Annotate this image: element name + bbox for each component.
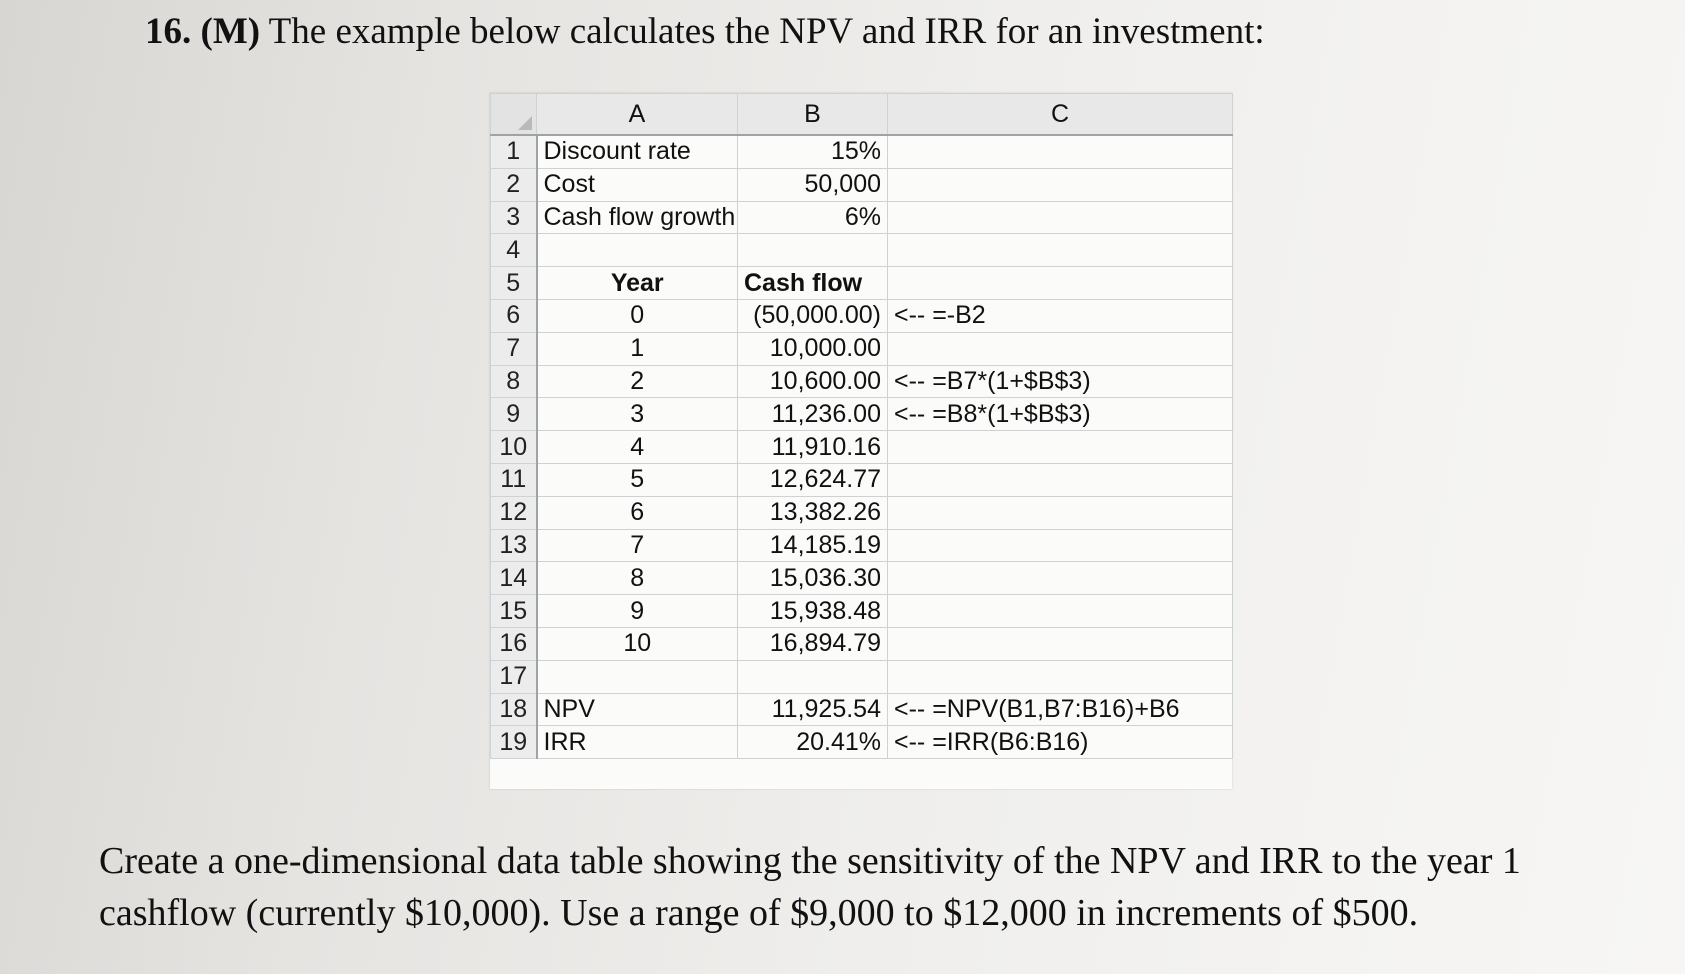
sheet-row (491, 299, 1233, 332)
question-text: The example below calculates the NPV and IRR for an investment: (268, 11, 1265, 52)
cell-a[interactable]: 3 (537, 398, 738, 431)
sheet-row (491, 463, 1233, 496)
cell-c-formula-note[interactable]: <-- =-B2 (888, 299, 1233, 332)
cell-a[interactable]: 6 (537, 496, 738, 529)
task-instructions: Create a one-dimensional data table showing the sensitivity of the NPV and IRR to the year 1 cashflow (currently $10,000). Use a range of $9,000 to $12,000 in increments of $500. (99, 840, 1521, 934)
sheet-row (491, 135, 1233, 168)
sheet-row (491, 726, 1233, 759)
cell-a-irr-label[interactable]: IRR (537, 726, 738, 759)
cell-b[interactable]: 15,036.30 (738, 562, 888, 595)
cell-b[interactable]: 10,600.00 (738, 365, 888, 398)
cell-c[interactable] (888, 135, 1233, 168)
sheet-row (491, 595, 1233, 628)
cell-a[interactable]: Cost (537, 168, 738, 201)
cell-c-formula-note[interactable]: <-- =B8*(1+$B$3) (888, 398, 1233, 431)
cell-c[interactable] (888, 595, 1233, 628)
row-header[interactable]: 10 (491, 431, 537, 464)
cell-a[interactable]: 5 (537, 463, 738, 496)
cell-a[interactable] (537, 234, 738, 267)
cell-c-formula-note[interactable]: <-- =NPV(B1,B7:B16)+B6 (888, 693, 1233, 726)
cell-a[interactable]: 2 (537, 365, 738, 398)
row-header[interactable]: 19 (491, 726, 537, 759)
row-header[interactable]: 8 (491, 365, 537, 398)
cell-c[interactable] (888, 496, 1233, 529)
sheet-row (491, 332, 1233, 365)
cell-a[interactable]: 4 (537, 431, 738, 464)
cell-c-formula-note[interactable]: <-- =B7*(1+$B$3) (888, 365, 1233, 398)
sheet-row (491, 234, 1233, 267)
row-header[interactable]: 9 (491, 398, 537, 431)
cell-a-year-header[interactable]: Year (537, 267, 738, 300)
cell-b-npv-value[interactable]: 11,925.54 (738, 693, 888, 726)
column-header-b[interactable]: B (738, 94, 888, 136)
cell-a[interactable]: 1 (537, 332, 738, 365)
row-header[interactable]: 12 (491, 496, 537, 529)
question-number: 16. (M) (145, 11, 261, 52)
cell-b[interactable]: (50,000.00) (738, 299, 888, 332)
sheet-row (491, 365, 1233, 398)
row-header[interactable]: 13 (491, 529, 537, 562)
sheet-row (491, 398, 1233, 431)
cell-c[interactable] (888, 529, 1233, 562)
cell-b-cashflow-header[interactable]: Cash flow (738, 267, 888, 300)
cell-a[interactable]: 10 (537, 627, 738, 660)
cell-b[interactable]: 10,000.00 (738, 332, 888, 365)
cell-b[interactable]: 13,382.26 (738, 496, 888, 529)
sheet-row (491, 562, 1233, 595)
sheet-row (491, 168, 1233, 201)
column-header-row (491, 94, 1233, 136)
spreadsheet-grid (490, 93, 1233, 759)
spreadsheet (490, 93, 1232, 789)
cell-b[interactable]: 6% (738, 201, 888, 234)
row-header[interactable]: 17 (491, 660, 537, 693)
cell-c[interactable] (888, 562, 1233, 595)
row-header[interactable]: 16 (491, 627, 537, 660)
cell-b[interactable]: 12,624.77 (738, 463, 888, 496)
sheet-row (491, 627, 1233, 660)
sheet-row (491, 496, 1233, 529)
cell-a[interactable]: 8 (537, 562, 738, 595)
sheet-row (491, 267, 1233, 300)
row-header[interactable]: 15 (491, 595, 537, 628)
cell-c[interactable] (888, 234, 1233, 267)
cell-c-formula-note[interactable]: <-- =IRR(B6:B16) (888, 726, 1233, 759)
cell-c[interactable] (888, 660, 1233, 693)
cell-c[interactable] (888, 201, 1233, 234)
sheet-row (491, 693, 1233, 726)
row-header[interactable]: 18 (491, 693, 537, 726)
cell-c[interactable] (888, 267, 1233, 300)
cell-a[interactable] (537, 660, 738, 693)
cell-b-irr-value[interactable]: 20.41% (738, 726, 888, 759)
select-all-corner[interactable] (491, 94, 537, 136)
cell-b[interactable]: 16,894.79 (738, 627, 888, 660)
cell-c[interactable] (888, 463, 1233, 496)
cell-b[interactable]: 15,938.48 (738, 595, 888, 628)
sheet-row (491, 201, 1233, 234)
sheet-row (491, 660, 1233, 693)
select-all-triangle-icon (518, 116, 532, 130)
sheet-row (491, 529, 1233, 562)
cell-b[interactable]: 14,185.19 (738, 529, 888, 562)
cell-a[interactable]: Cash flow growth (537, 201, 738, 234)
cell-c[interactable] (888, 168, 1233, 201)
sheet-row (491, 431, 1233, 464)
row-header[interactable]: 1 (491, 135, 537, 168)
cell-c[interactable] (888, 627, 1233, 660)
cell-a[interactable]: 7 (537, 529, 738, 562)
row-header[interactable]: 2 (491, 168, 537, 201)
cell-b[interactable]: 50,000 (738, 168, 888, 201)
row-header[interactable]: 3 (491, 201, 537, 234)
question-heading (145, 10, 1265, 53)
cell-b[interactable]: 11,910.16 (738, 431, 888, 464)
cell-a[interactable]: 9 (537, 595, 738, 628)
cell-b[interactable] (738, 234, 888, 267)
row-header[interactable]: 7 (491, 332, 537, 365)
row-header[interactable]: 6 (491, 299, 537, 332)
cell-a[interactable]: Discount rate (537, 135, 738, 168)
cell-c[interactable] (888, 332, 1233, 365)
row-header[interactable]: 4 (491, 234, 537, 267)
cell-a[interactable]: 0 (537, 299, 738, 332)
cell-b[interactable] (738, 660, 888, 693)
cell-b[interactable]: 11,236.00 (738, 398, 888, 431)
cell-c[interactable] (888, 431, 1233, 464)
row-header[interactable]: 14 (491, 562, 537, 595)
column-header-a[interactable]: A (537, 94, 738, 136)
row-header[interactable]: 11 (491, 463, 537, 496)
column-header-c[interactable]: C (888, 94, 1233, 136)
cell-a-npv-label[interactable]: NPV (537, 693, 738, 726)
cell-b[interactable]: 15% (738, 135, 888, 168)
row-header[interactable]: 5 (491, 267, 537, 300)
